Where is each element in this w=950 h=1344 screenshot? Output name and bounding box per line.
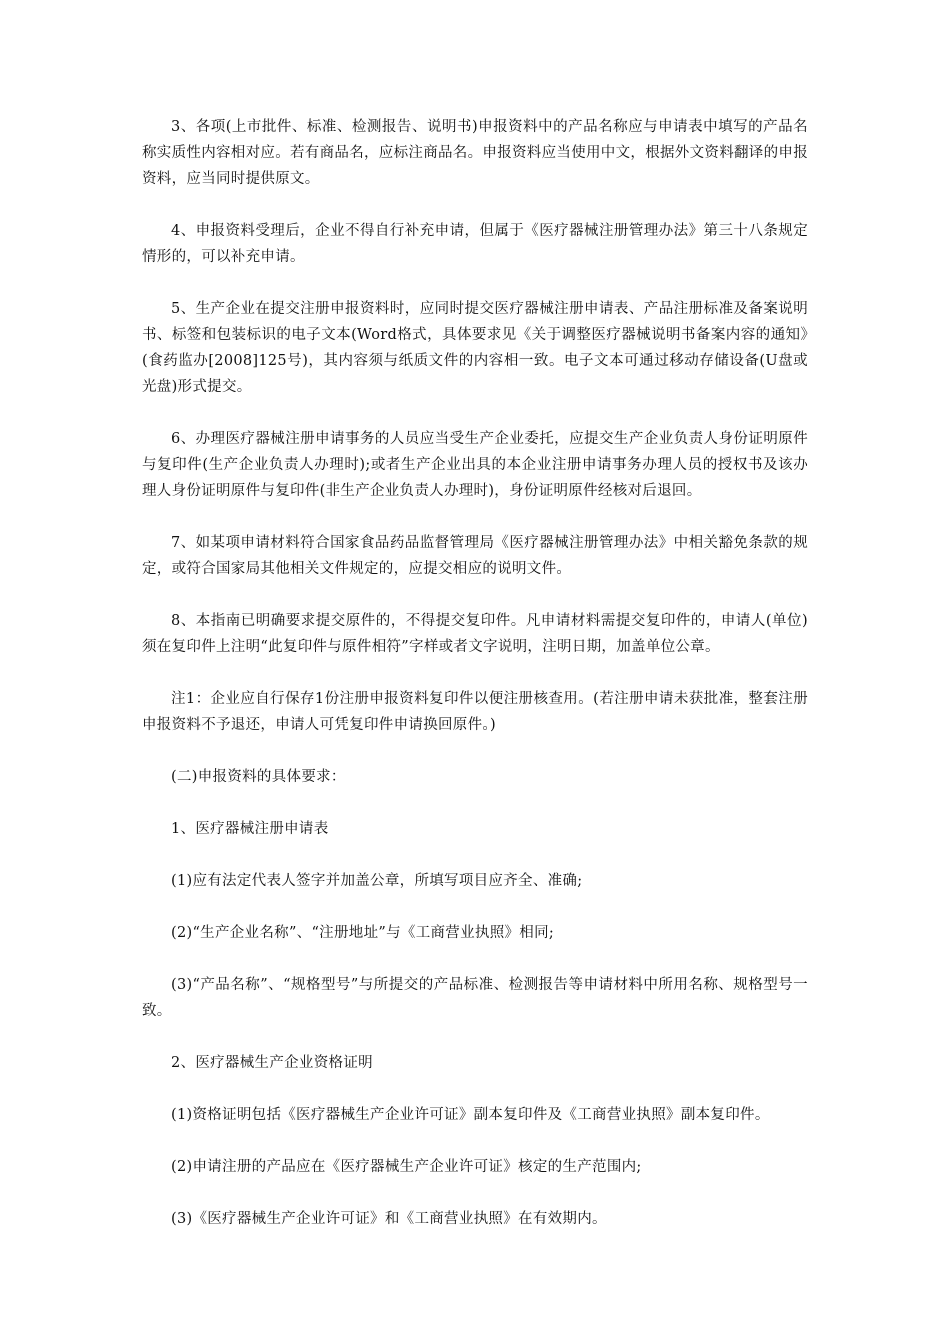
qualification-requirement-3: (3)《医疗器械生产企业许可证》和《工商营业执照》在有效期内。 xyxy=(171,1211,607,1227)
paragraph-item-4: 4、申报资料受理后，企业不得自行补充申请，但属于《医疗器械注册管理办法》第三十八条规定情形的，可以补充申请。 xyxy=(142,223,808,265)
document-page xyxy=(142,114,808,1258)
form-requirement-2: (2)“生产企业名称”、“注册地址”与《工商营业执照》相同; xyxy=(171,925,555,941)
note-1: 注1：企业应自行保存1份注册申报资料复印件以便注册核查用。(若注册申请未获批准，整套注册申报资料不予退还，申请人可凭复印件申请换回原件。) xyxy=(142,691,808,733)
qualification-requirement-2: (2)申请注册的产品应在《医疗器械生产企业许可证》核定的生产范围内; xyxy=(171,1159,642,1175)
section-heading-requirements: (二)申报资料的具体要求： xyxy=(171,769,346,785)
subsection-heading-application-form: 1、医疗器械注册申请表 xyxy=(171,821,329,837)
subsection-heading-qualification: 2、医疗器械生产企业资格证明 xyxy=(171,1055,373,1071)
paragraph-item-5: 5、生产企业在提交注册申报资料时，应同时提交医疗器械注册申请表、产品注册标准及备案说明书、标签和包装标识的电子文本(Word格式，具体要求见《关于调整医疗器械说明书备案内容的通知》(食药监办[2008]125号)，其内容须与纸质文件的内容相一致。电子文本可通过移动存储设备(U盘或光盘)形式提交。 xyxy=(142,301,808,395)
paragraph-item-6: 6、办理医疗器械注册申请事务的人员应当受生产企业委托，应提交生产企业负责人身份证明原件与复印件(生产企业负责人办理时);或者生产企业出具的本企业注册申请事务办理人员的授权书及该办理人身份证明原件与复印件(非生产企业负责人办理时)，身份证明原件经核对后退回。 xyxy=(142,431,808,499)
paragraph-item-3: 3、各项(上市批件、标准、检测报告、说明书)申报资料中的产品名称应与申请表中填写的产品名称实质性内容相对应。若有商品名，应标注商品名。申报资料应当使用中文，根据外文资料翻译的申报资料，应当同时提供原文。 xyxy=(142,119,808,187)
paragraph-item-7: 7、如某项申请材料符合国家食品药品监督管理局《医疗器械注册管理办法》中相关豁免条款的规定，或符合国家局其他相关文件规定的，应提交相应的说明文件。 xyxy=(142,535,808,577)
qualification-requirement-1: (1)资格证明包括《医疗器械生产企业许可证》副本复印件及《工商营业执照》副本复印件。 xyxy=(171,1107,770,1123)
form-requirement-3: (3)“产品名称”、“规格型号”与所提交的产品标准、检测报告等申请材料中所用名称、规格型号一致。 xyxy=(142,977,808,1019)
paragraph-item-8: 8、本指南已明确要求提交原件的，不得提交复印件。凡申请材料需提交复印件的，申请人(单位)须在复印件上注明“此复印件与原件相符”字样或者文字说明，注明日期，加盖单位公章。 xyxy=(142,613,808,655)
form-requirement-1: (1)应有法定代表人签字并加盖公章，所填写项目应齐全、准确; xyxy=(171,873,583,889)
